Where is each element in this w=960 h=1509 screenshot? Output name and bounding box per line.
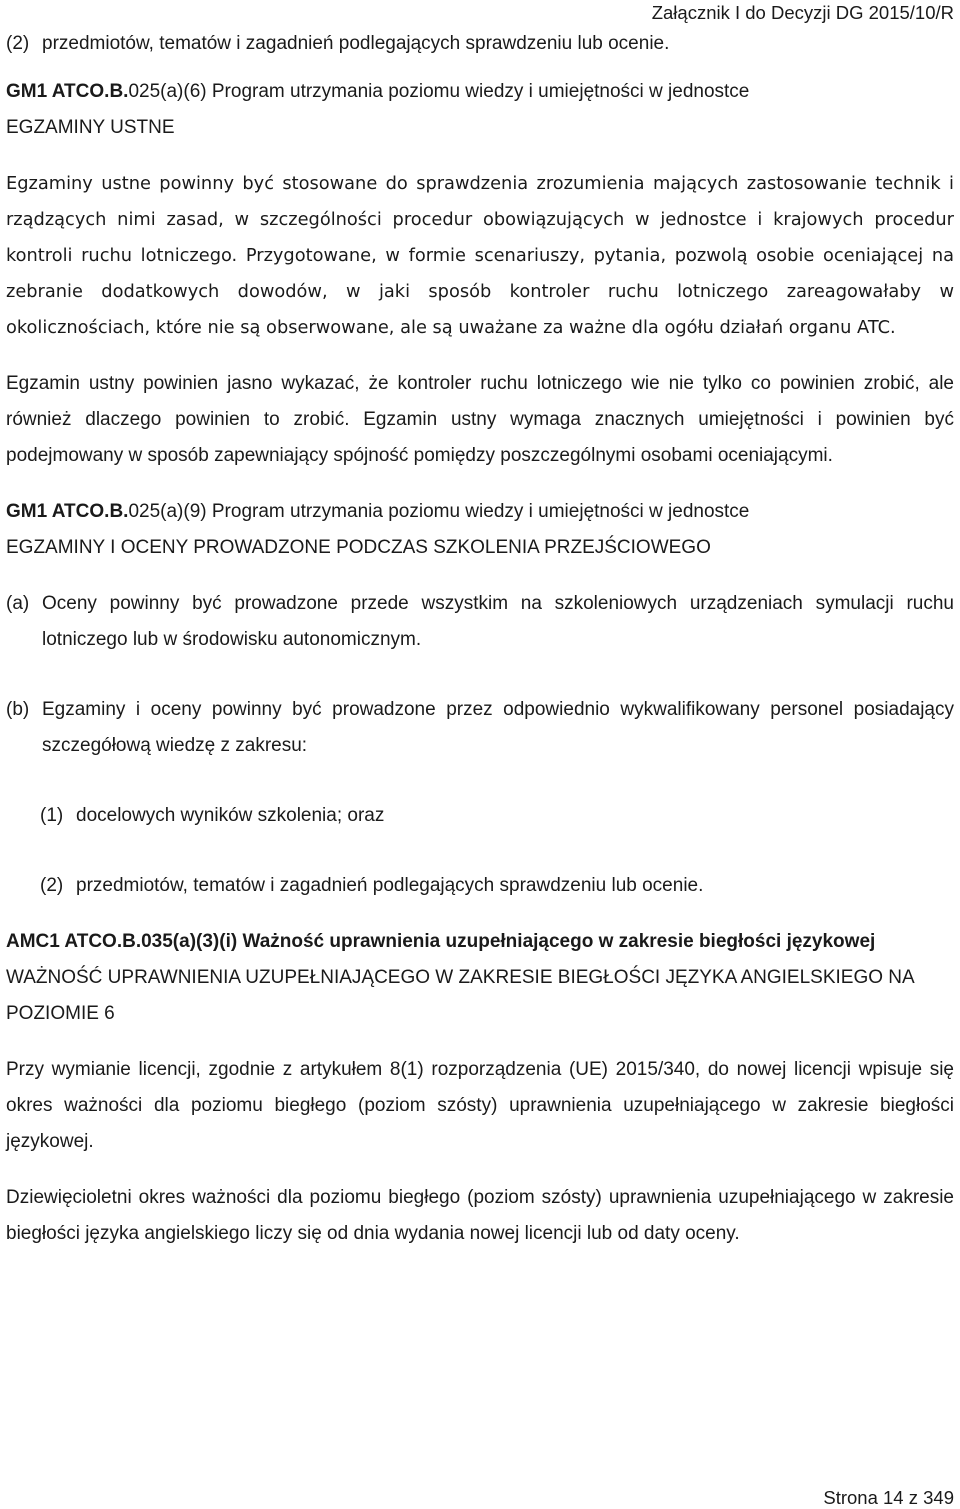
list-text: przedmiotów, tematów i zagadnień podlegających sprawdzeniu lub ocenie. (76, 875, 704, 896)
list-text: Oceny powinny być prowadzone przede wszystkim na szkoleniowych urządzeniach symulacji ruchu lotniczego lub w środowisku autonomicznym. (42, 593, 954, 650)
paragraph: Egzaminy ustne powinny być stosowane do sprawdzenia zrozumienia mających zastosowanie technik i rządzących nimi zasad, w szczególności procedur obowiązujących w jednostce i krajowych procedur kontroli ruchu lotniczego. Przygotowane, w formie scenariuszy, pytania, pozwolą osobie oceniającej na zebranie dodatkowych dowodów, w jaki sposób kontroler ruchu lotniczego zareagowałaby w okolicznościach, które nie są obserwowane, ale są uważane za ważne dla ogółu działań organu ATC. (6, 173, 954, 338)
section-subtitle: EGZAMINY I OCENY PROWADZONE PODCZAS SZKOLENIA PRZEJŚCIOWEGO (6, 537, 711, 558)
list-item (6, 26, 954, 62)
list-marker: (a) (6, 593, 30, 614)
paragraph: Dziewięcioletni okres ważności dla poziomu biegłego (poziom szósty) uprawnienia uzupełniającego w zakresie biegłości języka angielskiego liczy się od dnia wydania nowej licencji lub od daty oceny. (6, 1187, 954, 1244)
list-text: przedmiotów, tematów i zagadnień podlegających sprawdzeniu lub ocenie. (42, 33, 670, 54)
list-item (6, 692, 954, 764)
paragraph: Przy wymianie licencji, zgodnie z artykułem 8(1) rozporządzenia (UE) 2015/340, do nowej licencji wpisuje się okres ważności dla poziomu biegłego (poziom szósty) uprawnienia uzupełniającego w zakresie biegłości językowej. (6, 1059, 954, 1152)
list-marker: (1) (40, 805, 64, 826)
list-marker: (2) (6, 33, 30, 54)
page-content (6, 26, 954, 1252)
list-text: docelowych wyników szkolenia; oraz (76, 805, 385, 826)
list-item (6, 586, 954, 658)
list-marker: (b) (6, 699, 30, 720)
list-text: Egzaminy i oceny powinny być prowadzone przez odpowiednio wykwalifikowany personel posiadający szczegółową wiedzę z zakresu: (42, 699, 954, 756)
page-number: Strona 14 z 349 (823, 1487, 954, 1508)
section-subtitle: WAŻNOŚĆ UPRAWNIENIA UZUPEŁNIAJĄCEGO W ZAKRESIE BIEGŁOŚCI JĘZYKA ANGIELSKIEGO NA POZIOMIE 6 (6, 967, 914, 1024)
section-heading-gm-6 (6, 74, 954, 110)
gm-code: GM1 ATCO.B. (6, 81, 129, 102)
gm-title: 025(a)(9) Program utrzymania poziomu wiedzy i umiejętności w jednostce (128, 501, 750, 522)
gm-title: 025(a)(6) Program utrzymania poziomu wiedzy i umiejętności w jednostce (128, 81, 750, 102)
list-item (40, 868, 954, 904)
gm-code: GM1 ATCO.B. (6, 501, 129, 522)
list-marker: (2) (40, 875, 64, 896)
list-item (40, 798, 954, 834)
section-subtitle: EGZAMINY USTNE (6, 117, 175, 138)
paragraph: Egzamin ustny powinien jasno wykazać, że kontroler ruchu lotniczego wie nie tylko co powinien zrobić, ale również dlaczego powinien to zrobić. Egzamin ustny wymaga znacznych umiejętności i powinien być podejmowany w sposób zapewniający spójność pomiędzy poszczególnymi osobami oceniającymi. (6, 373, 954, 466)
decision-reference: Załącznik I do Decyzji DG 2015/10/R (651, 2, 954, 23)
sub-list (6, 798, 954, 904)
section-heading-amc: AMC1 ATCO.B.035(a)(3)(i) Ważność uprawnienia uzupełniającego w zakresie biegłości językowej (6, 931, 876, 952)
section-heading-gm-9 (6, 494, 954, 530)
